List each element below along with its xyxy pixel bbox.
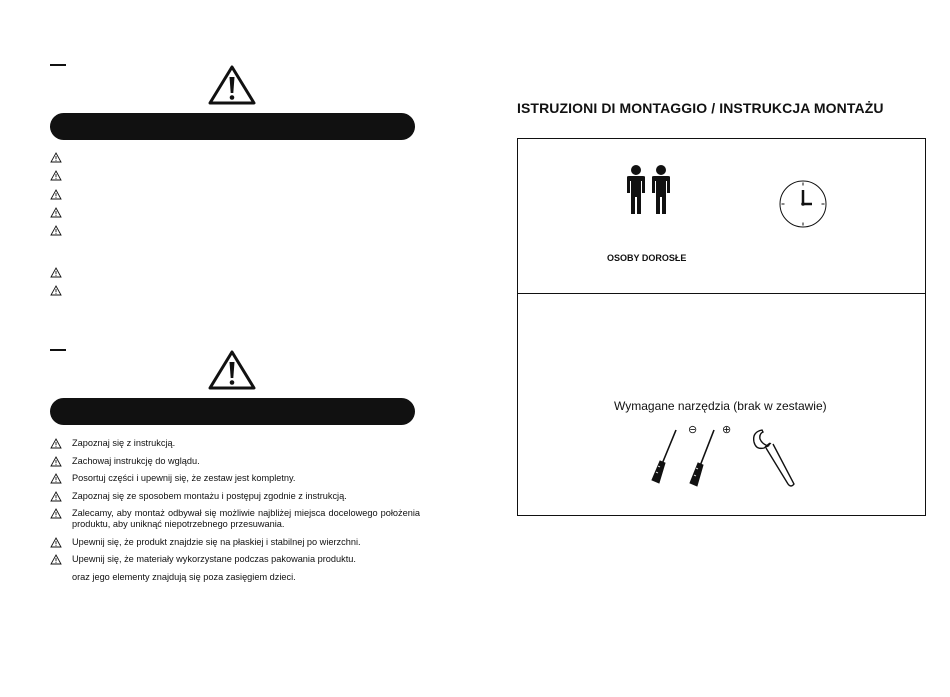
warning-bullet-icon bbox=[50, 456, 62, 467]
list-item bbox=[50, 285, 420, 303]
list-item-text: Posortuj części i upewnij się, że zestaw jest kompletny. bbox=[72, 473, 296, 483]
warning-bullet-icon bbox=[50, 189, 62, 200]
warning-bullet-icon bbox=[50, 267, 62, 278]
warning-bullet-icon bbox=[50, 225, 62, 236]
flat-symbol: ⊖ bbox=[688, 424, 698, 436]
warning-bullet-icon bbox=[50, 491, 62, 502]
list-item bbox=[50, 438, 420, 449]
tools-label: Wymagane narzędzia (brak w zestawie) bbox=[614, 399, 827, 413]
list-item bbox=[50, 473, 420, 484]
phillips-screwdriver-icon bbox=[684, 428, 724, 490]
warning-list-blank bbox=[50, 152, 420, 304]
warning-banner bbox=[50, 398, 415, 425]
list-item-text: Upewnij się, że produkt znajdzie się na płaskiej i stabilnej po wierzchni. bbox=[72, 536, 361, 547]
list-item bbox=[50, 189, 420, 207]
list-item-text: Zalecamy, aby montaż odbywał się możliwie najbliżej miejsca docelowego położenia produktu, aby uniknąć niepotrzebnego przesuwania. bbox=[72, 508, 420, 529]
section-marker bbox=[50, 349, 66, 351]
list-item-text: Zapoznaj się ze sposobem montażu i postępuj zgodnie z instrukcją. bbox=[72, 490, 347, 501]
adults-label: OSOBY DOROSŁE bbox=[607, 253, 687, 263]
list-item-text: Upewnij się, że materiały wykorzystane podczas pakowania produktu. bbox=[72, 554, 356, 564]
list-item bbox=[50, 225, 420, 267]
list-item-continuation: oraz jego elementy znajdują się poza zasięgiem dzieci. bbox=[72, 571, 296, 582]
warning-banner bbox=[50, 113, 415, 140]
warning-bullet-icon bbox=[50, 285, 62, 296]
requirements-panel bbox=[517, 138, 926, 294]
section-marker bbox=[50, 64, 66, 66]
warning-bullet-icon bbox=[50, 152, 62, 163]
two-adults-icon bbox=[624, 164, 674, 216]
list-item-text: Zachowaj instrukcję do wglądu. bbox=[72, 455, 200, 466]
list-item bbox=[50, 537, 420, 548]
page-title: ISTRUZIONI DI MONTAGGIO / INSTRUKCJA MONTAŻU bbox=[517, 100, 884, 116]
phillips-symbol: ⊕ bbox=[722, 424, 732, 436]
list-item bbox=[50, 152, 420, 170]
warning-bullet-icon bbox=[50, 438, 62, 449]
list-item bbox=[50, 456, 420, 467]
list-item bbox=[50, 508, 420, 530]
clock-icon bbox=[778, 179, 828, 229]
list-item-text: Zapoznaj się z instrukcją. bbox=[72, 438, 176, 448]
warning-bullet-icon bbox=[50, 537, 62, 548]
warning-list bbox=[50, 438, 420, 589]
list-item bbox=[50, 267, 420, 285]
flat-screwdriver-icon bbox=[648, 428, 688, 486]
warning-bullet-icon bbox=[50, 554, 62, 565]
warning-bullet-icon bbox=[50, 170, 62, 181]
warning-triangle-icon bbox=[207, 64, 257, 106]
wrench-icon bbox=[748, 426, 798, 490]
warning-bullet-icon bbox=[50, 508, 62, 519]
warning-bullet-icon bbox=[50, 473, 62, 484]
warning-triangle-icon bbox=[207, 349, 257, 391]
warning-bullet-icon bbox=[50, 207, 62, 218]
list-item bbox=[50, 207, 420, 225]
list-item bbox=[50, 170, 420, 188]
list-item bbox=[50, 554, 420, 565]
list-item bbox=[50, 491, 420, 502]
